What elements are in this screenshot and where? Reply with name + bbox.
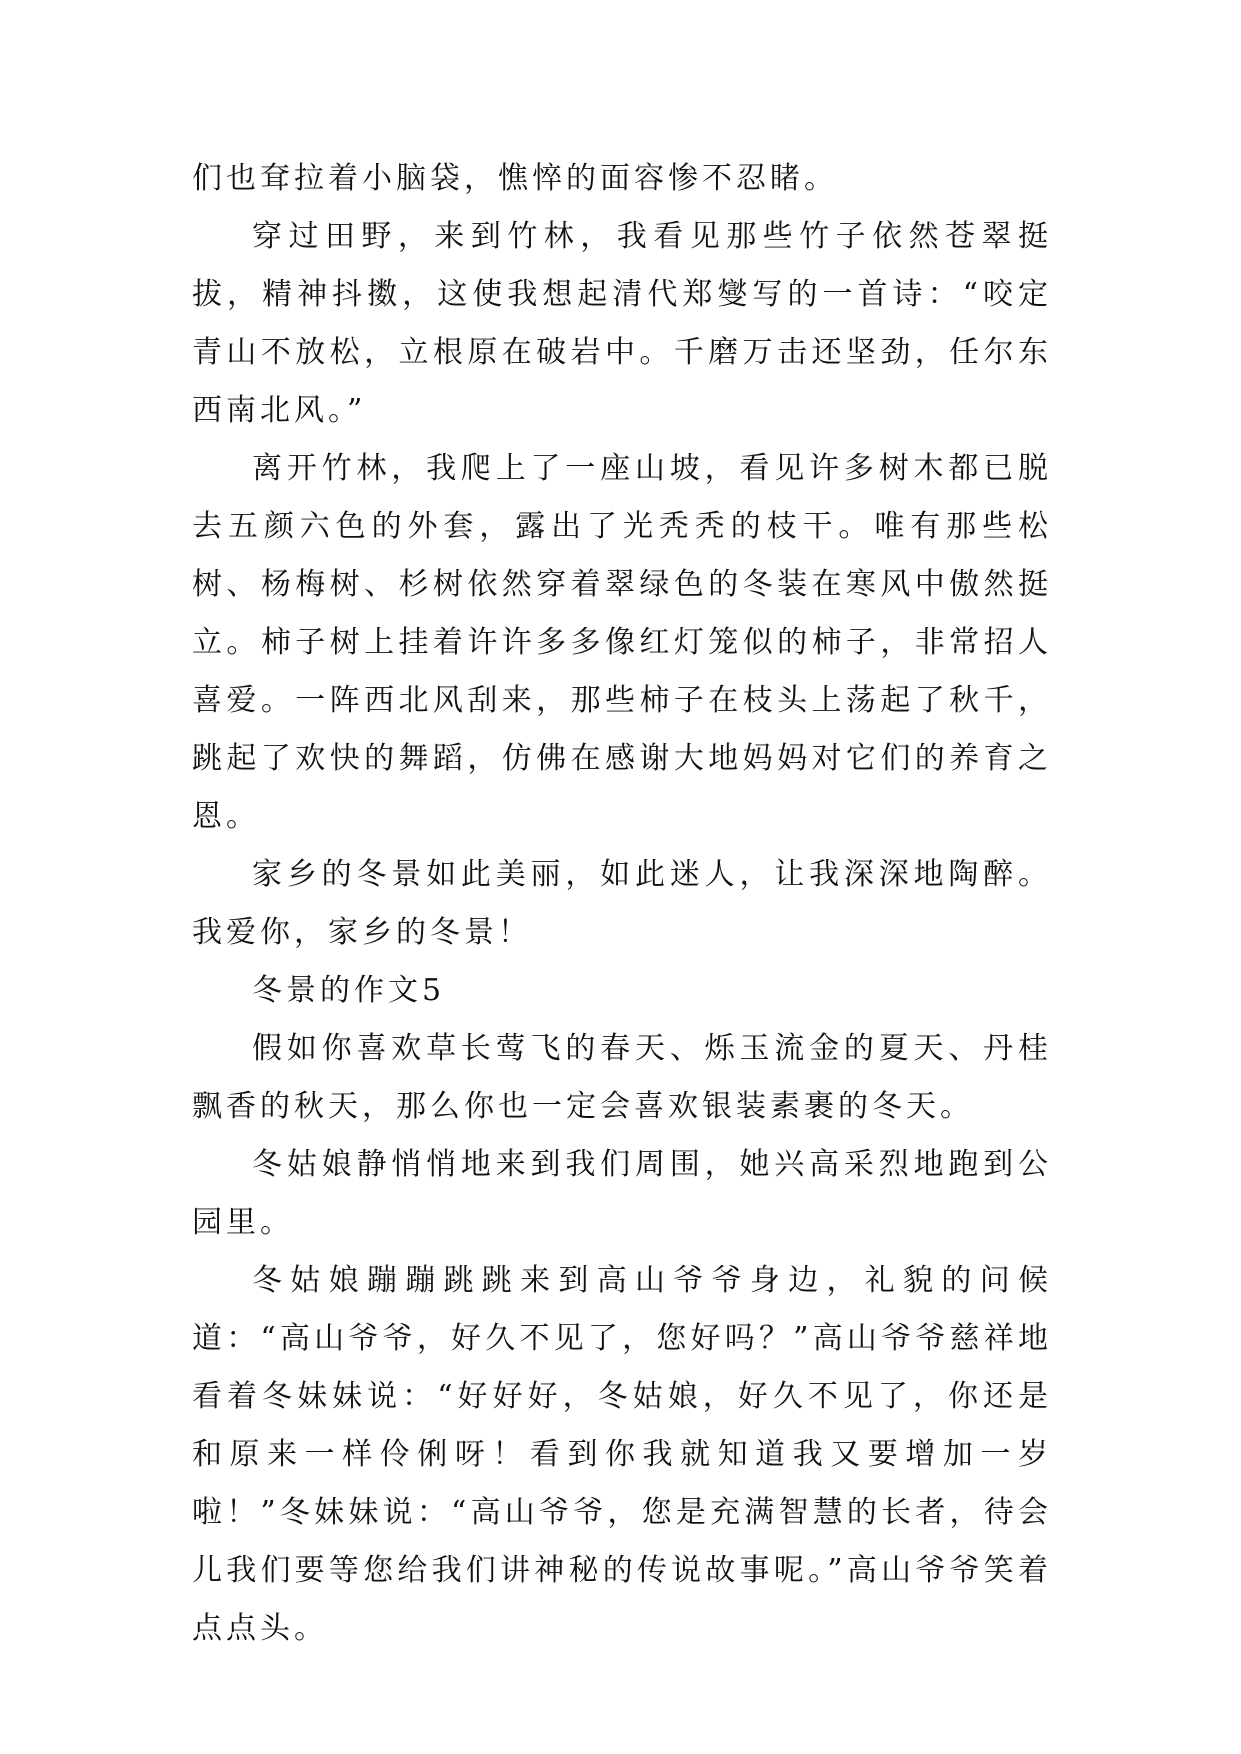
document-body — [192, 150, 1052, 1658]
paragraph-hillside-trees: 离开竹林，我爬上了一座山坡，看见许多树木都已脱去五颜六色的外套，露出了光秃秃的枝干。唯有那些松树、杨梅树、杉树依然穿着翠绿色的冬装在寒风中傲然挺立。柿子树上挂着许许多多像红灯笼似的柿子，非常招人喜爱。一阵西北风刮来，那些柿子在枝头上荡起了秋千，跳起了欢快的舞蹈，仿佛在感谢大地妈妈对它们的养育之恩。 — [192, 451, 1052, 834]
paragraph-continued: 们也耷拉着小脑袋，憔悴的面容惨不忍睹。 — [192, 161, 838, 196]
paragraph-mountain-grandpa: 冬姑娘蹦蹦跳跳来到高山爷爷身边，礼貌的问候道：“高山爷爷，好久不见了，您好吗？”高山爷爷慈祥地看着冬妹妹说：“好好好，冬姑娘，好久不见了，你还是和原来一样伶俐呀！看到你我就知道我又要增加一岁啦！”冬妹妹说：“高山爷爷，您是充满智慧的长者，待会儿我们要等您给我们讲神秘的传说故事呢。”高山爷爷笑着点点头。 — [192, 1263, 1052, 1646]
essay-heading: 冬景的作文5 — [252, 973, 446, 1008]
paragraph-winter-arrives: 冬姑娘静悄悄地来到我们周围，她兴高采烈地跑到公园里。 — [192, 1147, 1052, 1240]
paragraph-conclusion: 家乡的冬景如此美丽，如此迷人，让我深深地陶醉。我爱你，家乡的冬景！ — [192, 857, 1052, 950]
paragraph-seasons: 假如你喜欢草长莺飞的春天、烁玉流金的夏天、丹桂飘香的秋天，那么你也一定会喜欢银装素裹的冬天。 — [192, 1031, 1052, 1124]
paragraph-bamboo-forest: 穿过田野，来到竹林，我看见那些竹子依然苍翠挺拔，精神抖擞，这使我想起清代郑燮写的一首诗：“咬定青山不放松，立根原在破岩中。千磨万击还坚劲，任尔东西南北风。” — [192, 219, 1052, 428]
